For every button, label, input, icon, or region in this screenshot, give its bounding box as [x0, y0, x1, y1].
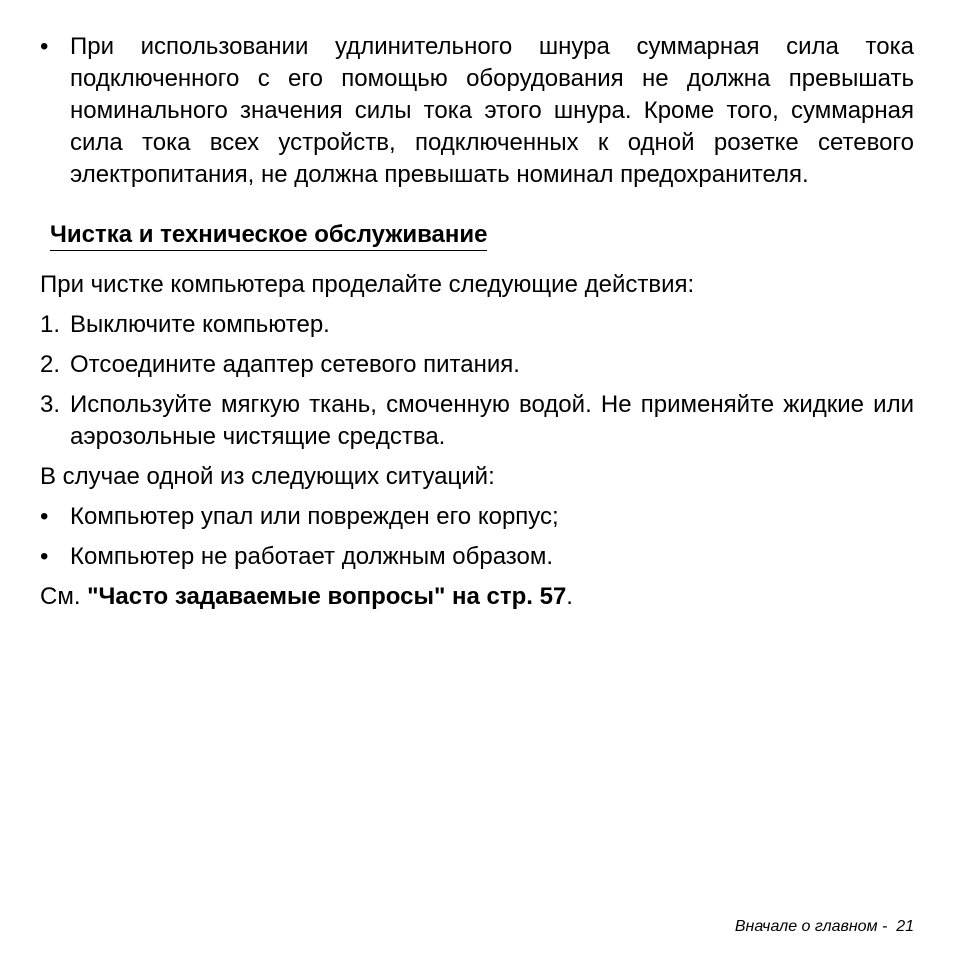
section-heading: Чистка и техническое обслуживание: [50, 220, 487, 251]
list-item-text: Компьютер не работает должным образом.: [70, 543, 554, 570]
page-footer: Вначале о главном - 21: [734, 918, 914, 935]
list-item: [40, 389, 914, 453]
bullet-marker: •: [40, 33, 49, 60]
paragraph-cleaning-intro: При чистке компьютера проделайте следующие действия:: [40, 271, 695, 298]
document-body: [40, 31, 914, 613]
list-item-text: При использовании удлинительного шнура суммарная сила тока подключенного с его помощью оборудования не должна превышать номинального значения силы тока этого шнура. Кроме того, суммарная сила тока всех устройств, подключенных к одной розетке сетевого электропитания, не должна превышать номинал предохранителя.: [70, 33, 914, 188]
see-also-link[interactable]: "Часто задаваемые вопросы" на стр. 57: [87, 583, 567, 610]
section-heading-wrap: [50, 219, 914, 251]
list-item-text: Компьютер упал или поврежден его корпус;: [70, 503, 559, 530]
list-item: [40, 541, 914, 573]
step-number: 3.: [40, 391, 61, 418]
paragraph-situations-intro: В случае одной из следующих ситуаций:: [40, 463, 495, 490]
bullet-marker: •: [40, 503, 49, 530]
see-also-line: [40, 581, 914, 613]
step-text: Отсоедините адаптер сетевого питания.: [70, 351, 520, 378]
step-text: Выключите компьютер.: [70, 311, 330, 338]
see-also-suffix: .: [566, 583, 573, 610]
see-also-prefix: См.: [40, 583, 88, 610]
step-number: 2.: [40, 351, 61, 378]
list-item: [40, 309, 914, 341]
list-item: [40, 31, 914, 191]
list-item: [40, 501, 914, 533]
bullet-marker: •: [40, 543, 49, 570]
step-text: Используйте мягкую ткань, смоченную водой. Не применяйте жидкие или аэрозольные чистящие средства.: [70, 391, 914, 450]
step-number: 1.: [40, 311, 61, 338]
list-item: [40, 349, 914, 381]
